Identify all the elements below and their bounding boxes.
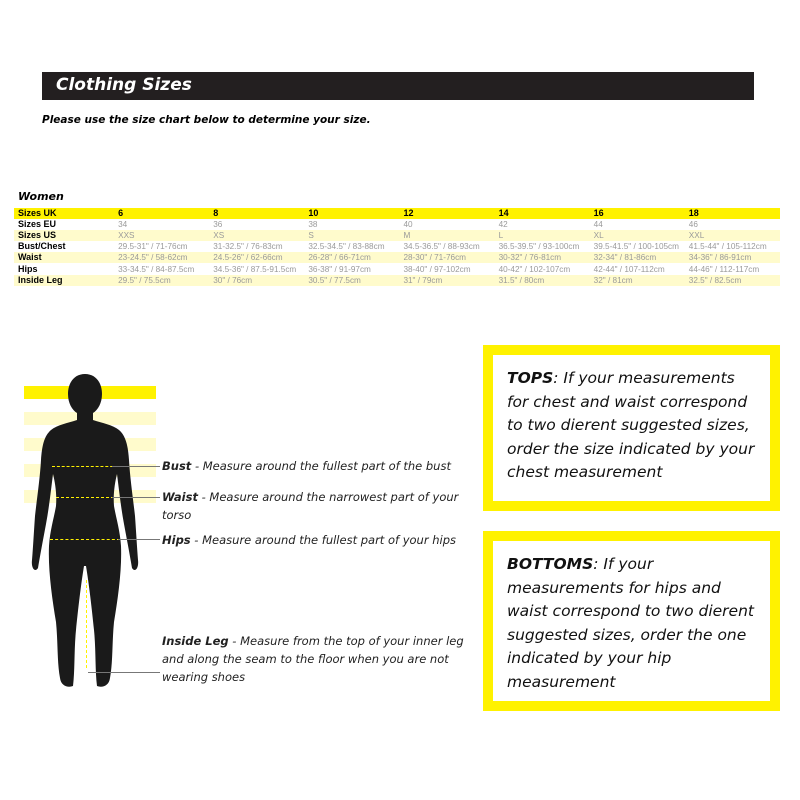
table-cell: 46 [685,219,780,230]
table-cell: 18 [685,208,780,219]
table-cell: 34.5-36.5" / 88-93cm [399,241,494,252]
table-cell: 32-34" / 81-86cm [590,252,685,263]
table-row [14,208,780,219]
title-bar [42,72,754,100]
waist-term: Waist [162,490,198,504]
table-cell: 41.5-44" / 105-112cm [685,241,780,252]
row-label: Inside Leg [14,275,114,286]
row-label: Bust/Chest [14,241,114,252]
table-cell: 42-44" / 107-112cm [590,263,685,274]
hips-term: Hips [162,533,191,547]
table-cell: XS [209,230,304,241]
table-cell: 36.5-39.5" / 93-100cm [495,241,590,252]
size-chart-table [14,208,780,286]
inside-leg-term: Inside Leg [162,634,229,648]
table-cell: 6 [114,208,209,219]
table-cell: 36 [209,219,304,230]
table-cell: 31.5" / 80cm [495,275,590,286]
waist-description: - Measure around the narrowest part of your torso [162,490,459,522]
table-cell: 31-32.5" / 76-83cm [209,241,304,252]
tops-tip-text: : If your measurements for chest and waist correspond to two dierent suggested sizes, order the size indicated by your chest measurement [507,369,755,481]
hips-measure-line [50,539,120,540]
table-cell: 30-32" / 76-81cm [495,252,590,263]
waist-note [162,488,462,524]
table-cell: 38 [304,219,399,230]
table-cell: 28-30" / 71-76cm [399,252,494,263]
table-cell: 40 [399,219,494,230]
inside-leg-note [162,632,482,686]
table-cell: 16 [590,208,685,219]
table-cell: 44-46" / 112-117cm [685,263,780,274]
table-row [14,241,780,252]
hips-note [162,531,482,549]
inside-leg-leader-line [88,672,160,673]
table-cell: 24.5-26" / 62-66cm [209,252,304,263]
table-cell: 12 [399,208,494,219]
table-cell: 14 [495,208,590,219]
table-row [14,230,780,241]
table-row [14,275,780,286]
inside-leg-measure-line [86,580,87,668]
bottoms-term: BOTTOMS [507,555,594,573]
table-cell: 30.5" / 77.5cm [304,275,399,286]
table-cell: 10 [304,208,399,219]
tops-tip-box [483,345,780,511]
table-row [14,219,780,230]
table-cell: 33-34.5" / 84-87.5cm [114,263,209,274]
section-label-women: Women [18,190,64,203]
hips-leader-line [118,539,160,540]
table-cell: 8 [209,208,304,219]
inside-leg-description: - Measure from the top of your inner leg and along the seam to the floor when you are not wearing shoes [162,634,464,684]
size-chart-body [14,208,780,286]
woman-silhouette-icon [10,370,160,700]
bust-leader-line [112,466,160,467]
bottoms-tip-box [483,531,780,711]
bust-term: Bust [162,459,192,473]
table-cell: 30" / 76cm [209,275,304,286]
table-cell: 34 [114,219,209,230]
table-cell: 32.5-34.5" / 83-88cm [304,241,399,252]
bust-description: - Measure around the fullest part of the bust [191,459,451,473]
table-cell: 44 [590,219,685,230]
table-cell: M [399,230,494,241]
page-title: Clothing Sizes [56,75,192,95]
table-cell: 23-24.5" / 58-62cm [114,252,209,263]
table-row [14,263,780,274]
table-cell: 26-28" / 66-71cm [304,252,399,263]
table-cell: 29.5" / 75.5cm [114,275,209,286]
table-cell: XXS [114,230,209,241]
table-cell: XL [590,230,685,241]
instruction-text: Please use the size chart below to determine your size. [42,114,371,126]
table-cell: 42 [495,219,590,230]
row-label: Sizes UK [14,208,114,219]
table-cell: 29.5-31" / 71-76cm [114,241,209,252]
row-label: Sizes US [14,230,114,241]
bust-measure-line [52,466,118,467]
table-cell: 40-42" / 102-107cm [495,263,590,274]
bust-note [162,457,482,475]
table-cell: S [304,230,399,241]
row-label: Sizes EU [14,219,114,230]
waist-measure-line [56,497,114,498]
table-cell: 32.5" / 82.5cm [685,275,780,286]
tops-term: TOPS [507,369,554,387]
table-cell: 38-40" / 97-102cm [399,263,494,274]
table-cell: 32" / 81cm [590,275,685,286]
table-row [14,252,780,263]
table-cell: 36-38" / 91-97cm [304,263,399,274]
row-label: Waist [14,252,114,263]
table-cell: 39.5-41.5" / 100-105cm [590,241,685,252]
table-cell: XXL [685,230,780,241]
body-silhouette-figure [10,370,160,700]
table-cell: 31" / 79cm [399,275,494,286]
row-label: Hips [14,263,114,274]
table-cell: L [495,230,590,241]
table-cell: 34.5-36" / 87.5-91.5cm [209,263,304,274]
table-cell: 34-36" / 86-91cm [685,252,780,263]
bottoms-tip-text: : If your measurements for hips and waist correspond to two dierent suggested sizes, order the one indicated by your hip measurement [507,555,754,691]
waist-leader-line [112,497,160,498]
hips-description: - Measure around the fullest part of your hips [190,533,456,547]
